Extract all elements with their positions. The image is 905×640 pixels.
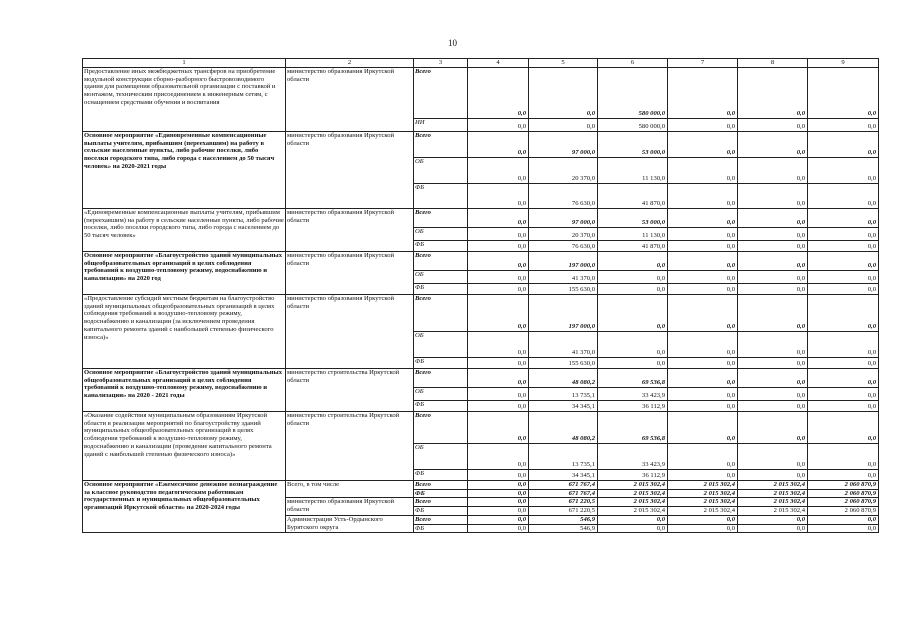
amount-cell: 2 015 302,4: [738, 507, 808, 516]
funding-source: Всего: [414, 412, 468, 444]
amount-cell: 0,0: [468, 158, 529, 184]
amount-cell: 34 345,1: [529, 470, 598, 481]
funding-source: Всего: [414, 295, 468, 332]
amount-cell: 20 370,0: [529, 228, 598, 241]
responsible-executor: Администрация Усть-Ордынского Бурятского округа: [286, 515, 414, 532]
amount-cell: 2 015 302,4: [668, 498, 738, 507]
responsible-executor: министерство образования Иркутской области: [286, 252, 414, 295]
amount-cell: 0,0: [468, 358, 529, 369]
amount-cell: 0,0: [598, 524, 668, 533]
table-row: [83, 209, 879, 228]
amount-cell: 0,0: [468, 524, 529, 533]
amount-cell: 0,0: [668, 228, 738, 241]
funding-source: ФБ: [414, 489, 468, 498]
amount-cell: 41 370,0: [529, 271, 598, 284]
amount-cell: 2 015 302,4: [668, 507, 738, 516]
amount-cell: 0,0: [468, 507, 529, 516]
table-row: [83, 132, 879, 158]
amount-cell: 0,0: [738, 132, 808, 158]
amount-cell: 76 630,0: [529, 184, 598, 209]
column-header: 8: [738, 59, 808, 68]
amount-cell: 0,0: [808, 358, 879, 369]
amount-cell: 0,0: [668, 388, 738, 401]
amount-cell: 41 870,0: [598, 184, 668, 209]
amount-cell: 0,0: [468, 489, 529, 498]
amount-cell: 0,0: [808, 132, 879, 158]
amount-cell: 0,0: [808, 119, 879, 132]
amount-cell: 155 630,0: [529, 358, 598, 369]
amount-cell: 2 015 302,4: [598, 498, 668, 507]
measure-description: Основное мероприятие «Благоустройство зданий муниципальных общеобразовательных организаций в целях соблюдения требований к воздушно-тепловому режиму, водоснабжению и канализации» на 2020 - 2021 годы: [83, 369, 286, 412]
funding-source: ОБ: [414, 158, 468, 184]
amount-cell: 0,0: [738, 401, 808, 412]
amount-cell: 0,0: [468, 209, 529, 228]
responsible-executor: министерство образования Иркутской области: [286, 68, 414, 132]
amount-cell: 671 220,5: [529, 498, 598, 507]
amount-cell: 11 130,0: [598, 158, 668, 184]
amount-cell: 0,0: [468, 228, 529, 241]
amount-cell: 76 630,0: [529, 241, 598, 252]
amount-cell: 0,0: [668, 358, 738, 369]
amount-cell: 0,0: [668, 515, 738, 524]
amount-cell: 48 080,2: [529, 412, 598, 444]
measure-description: «Единовременные компенсационные выплаты учителям, прибывшим (переехавшим) на работу в сельские населенные пункты, либо рабочие поселки, либо поселки городского типа, либо города с населением до 50 тысяч человек»: [83, 209, 286, 252]
amount-cell: 0,0: [738, 252, 808, 271]
funding-source: Всего: [414, 252, 468, 271]
amount-cell: 0,0: [668, 241, 738, 252]
amount-cell: 0,0: [668, 119, 738, 132]
amount-cell: 2 015 302,4: [668, 481, 738, 490]
amount-cell: 0,0: [468, 68, 529, 119]
budget-table: [82, 58, 879, 533]
amount-cell: 0,0: [738, 295, 808, 332]
amount-cell: 0,0: [808, 284, 879, 295]
amount-cell: 0,0: [738, 158, 808, 184]
amount-cell: 0,0: [529, 68, 598, 119]
amount-cell: 0,0: [468, 295, 529, 332]
amount-cell: 2 015 302,4: [668, 489, 738, 498]
amount-cell: 36 112,9: [598, 401, 668, 412]
funding-source: ФБ: [414, 184, 468, 209]
amount-cell: 0,0: [468, 481, 529, 490]
amount-cell: 0,0: [668, 184, 738, 209]
amount-cell: 48 080,2: [529, 369, 598, 388]
amount-cell: 197 000,0: [529, 295, 598, 332]
amount-cell: 97 000,0: [529, 209, 598, 228]
funding-source: ФБ: [414, 507, 468, 516]
amount-cell: 671 767,4: [529, 489, 598, 498]
amount-cell: 2 015 302,4: [598, 481, 668, 490]
amount-cell: 0,0: [598, 284, 668, 295]
responsible-executor: министерство образования Иркутской области: [286, 295, 414, 369]
amount-cell: 0,0: [529, 119, 598, 132]
amount-cell: 0,0: [598, 271, 668, 284]
funding-source: Всего: [414, 369, 468, 388]
amount-cell: 0,0: [738, 241, 808, 252]
amount-cell: 0,0: [468, 412, 529, 444]
table-row: [83, 295, 879, 332]
amount-cell: 0,0: [808, 158, 879, 184]
measure-description: Основное мероприятие «Единовременные компенсационные выплаты учителям, прибывшим (переехавшим) на работу в сельские населенные пункты, либо рабочие поселки, либо поселки городского типа, либо города с населением до 50 тысяч человек» на 2020-2021 годы: [83, 132, 286, 209]
measure-description: «Предоставление субсидий местным бюджетам на благоустройство зданий муниципальных общеобразовательных организаций в целях соблюдения требований к воздушно-тепловому режиму, водоснабжению и канализации (за исключением проведения капитального ремонта зданий с наибольшей степенью физического износа)»: [83, 295, 286, 369]
amount-cell: 97 000,0: [529, 132, 598, 158]
amount-cell: 13 735,1: [529, 444, 598, 470]
amount-cell: 0,0: [808, 412, 879, 444]
amount-cell: 2 060 870,9: [808, 507, 879, 516]
amount-cell: 0,0: [468, 470, 529, 481]
funding-source: Всего: [414, 498, 468, 507]
amount-cell: 0,0: [468, 515, 529, 524]
amount-cell: 0,0: [738, 369, 808, 388]
funding-source: ОБ: [414, 271, 468, 284]
amount-cell: 0,0: [668, 412, 738, 444]
amount-cell: 0,0: [738, 358, 808, 369]
responsible-executor: министерство строительства Иркутской области: [286, 412, 414, 481]
amount-cell: 2 015 302,4: [598, 489, 668, 498]
amount-cell: 0,0: [668, 284, 738, 295]
funding-source: ФБ: [414, 524, 468, 533]
amount-cell: 0,0: [598, 295, 668, 332]
amount-cell: 197 000,0: [529, 252, 598, 271]
amount-cell: 0,0: [738, 209, 808, 228]
amount-cell: 0,0: [738, 228, 808, 241]
amount-cell: 0,0: [808, 184, 879, 209]
amount-cell: 0,0: [668, 401, 738, 412]
amount-cell: 0,0: [738, 412, 808, 444]
amount-cell: 2 015 302,4: [738, 481, 808, 490]
amount-cell: 0,0: [738, 284, 808, 295]
amount-cell: 0,0: [668, 132, 738, 158]
amount-cell: 0,0: [808, 295, 879, 332]
header-row: [83, 59, 879, 68]
responsible-executor: министерство образования Иркутской области: [286, 132, 414, 209]
funding-source: Всего: [414, 481, 468, 490]
amount-cell: 0,0: [598, 332, 668, 358]
table-row: [83, 68, 879, 119]
amount-cell: 0,0: [668, 158, 738, 184]
column-header: 6: [598, 59, 668, 68]
funding-source: ФБ: [414, 284, 468, 295]
amount-cell: 53 000,0: [598, 209, 668, 228]
column-header: 1: [83, 59, 286, 68]
amount-cell: 69 536,8: [598, 412, 668, 444]
amount-cell: 0,0: [808, 252, 879, 271]
amount-cell: 0,0: [468, 271, 529, 284]
amount-cell: 0,0: [808, 332, 879, 358]
amount-cell: 33 423,9: [598, 388, 668, 401]
responsible-executor: министерство образования Иркутской области: [286, 498, 414, 515]
column-header: 7: [668, 59, 738, 68]
table-row: [83, 252, 879, 271]
amount-cell: 0,0: [738, 388, 808, 401]
amount-cell: 34 345,1: [529, 401, 598, 412]
amount-cell: 0,0: [468, 132, 529, 158]
amount-cell: 0,0: [668, 252, 738, 271]
funding-source: Всего: [414, 68, 468, 119]
amount-cell: 0,0: [468, 369, 529, 388]
amount-cell: 546,9: [529, 515, 598, 524]
amount-cell: 0,0: [468, 241, 529, 252]
amount-cell: 0,0: [668, 332, 738, 358]
amount-cell: 2 060 870,9: [808, 481, 879, 490]
measure-description: Предоставление иных межбюджетных трансферов на приобретение модульной конструкции сборно-разборного быстровозводимого здания для размещения образовательной организации с поставкой и монтажом, техническим присоединением к инженерным сетям, с оснащением средствами обучения и воспитания: [83, 68, 286, 132]
amount-cell: 0,0: [808, 388, 879, 401]
funding-source: Всего: [414, 515, 468, 524]
column-header: 3: [414, 59, 468, 68]
amount-cell: 0,0: [468, 284, 529, 295]
amount-cell: 0,0: [668, 271, 738, 284]
amount-cell: 0,0: [738, 271, 808, 284]
table-row: [83, 369, 879, 388]
funding-source: ФБ: [414, 241, 468, 252]
amount-cell: 0,0: [668, 470, 738, 481]
funding-source: ФБ: [414, 358, 468, 369]
amount-cell: 0,0: [738, 332, 808, 358]
responsible-executor: министерство строительства Иркутской области: [286, 369, 414, 412]
amount-cell: 2 060 870,9: [808, 498, 879, 507]
funding-source: ИИ: [414, 119, 468, 132]
column-header: 5: [529, 59, 598, 68]
amount-cell: 0,0: [808, 444, 879, 470]
amount-cell: 671 220,5: [529, 507, 598, 516]
amount-cell: 0,0: [668, 369, 738, 388]
amount-cell: 0,0: [738, 68, 808, 119]
responsible-executor: Всего, в том числе: [286, 481, 414, 498]
amount-cell: 41 370,0: [529, 332, 598, 358]
amount-cell: 0,0: [808, 271, 879, 284]
amount-cell: 0,0: [738, 515, 808, 524]
amount-cell: 2 060 870,9: [808, 489, 879, 498]
funding-source: Всего: [414, 132, 468, 158]
amount-cell: 0,0: [738, 184, 808, 209]
amount-cell: 0,0: [738, 524, 808, 533]
funding-source: ОБ: [414, 388, 468, 401]
amount-cell: 0,0: [468, 401, 529, 412]
column-header: 4: [468, 59, 529, 68]
amount-cell: 0,0: [808, 68, 879, 119]
measure-description: Основное мероприятие «Благоустройство зданий муниципальных общеобразовательных организаций в целях соблюдения требований к воздушно-тепловому режиму, водоснабжению и канализации» на 2020 год: [83, 252, 286, 295]
page-number: 10: [448, 38, 457, 48]
amount-cell: 0,0: [738, 119, 808, 132]
amount-cell: 0,0: [808, 401, 879, 412]
funding-source: ФБ: [414, 470, 468, 481]
amount-cell: 671 767,4: [529, 481, 598, 490]
amount-cell: 0,0: [808, 470, 879, 481]
column-header: 9: [808, 59, 879, 68]
amount-cell: 69 536,8: [598, 369, 668, 388]
amount-cell: 580 000,0: [598, 68, 668, 119]
funding-source: Всего: [414, 209, 468, 228]
funding-source: ФБ: [414, 401, 468, 412]
amount-cell: 0,0: [468, 388, 529, 401]
amount-cell: 0,0: [468, 184, 529, 209]
amount-cell: 0,0: [808, 515, 879, 524]
amount-cell: 0,0: [468, 444, 529, 470]
amount-cell: 0,0: [668, 444, 738, 470]
amount-cell: 41 870,0: [598, 241, 668, 252]
amount-cell: 0,0: [598, 252, 668, 271]
amount-cell: 580 000,0: [598, 119, 668, 132]
measure-description: Основное мероприятие «Ежемесячное денежное вознаграждение за классное руководство педагогическим работникам государственных и муниципальных общеобразовательных организаций Иркутской области» на 2020-2024 годы: [83, 481, 286, 533]
amount-cell: 0,0: [468, 498, 529, 507]
amount-cell: 0,0: [808, 369, 879, 388]
amount-cell: 0,0: [468, 119, 529, 132]
amount-cell: 36 112,9: [598, 470, 668, 481]
measure-description: «Оказание содействия муниципальным образованиям Иркутской области в реализации мероприятий по благоустройству зданий муниципальных общеобразовательных организаций в целях соблюдения требований к воздушно-тепловому режиму, водоснабжению и канализации (проведение капитального ремонта зданий с наибольшей степенью физического износа)»: [83, 412, 286, 481]
amount-cell: 0,0: [598, 358, 668, 369]
amount-cell: 546,9: [529, 524, 598, 533]
amount-cell: 2 015 302,4: [598, 507, 668, 516]
amount-cell: 53 000,0: [598, 132, 668, 158]
amount-cell: 2 015 302,4: [738, 498, 808, 507]
amount-cell: 0,0: [468, 332, 529, 358]
amount-cell: 0,0: [738, 470, 808, 481]
amount-cell: 0,0: [468, 252, 529, 271]
amount-cell: 11 130,0: [598, 228, 668, 241]
funding-source: ОБ: [414, 444, 468, 470]
amount-cell: 0,0: [808, 524, 879, 533]
funding-source: ОБ: [414, 228, 468, 241]
amount-cell: 0,0: [668, 524, 738, 533]
amount-cell: 0,0: [738, 444, 808, 470]
funding-source: ОБ: [414, 332, 468, 358]
amount-cell: 33 423,9: [598, 444, 668, 470]
amount-cell: 155 630,0: [529, 284, 598, 295]
amount-cell: 0,0: [668, 295, 738, 332]
amount-cell: 0,0: [668, 209, 738, 228]
amount-cell: 0,0: [808, 209, 879, 228]
amount-cell: 0,0: [598, 515, 668, 524]
amount-cell: 2 015 302,4: [738, 489, 808, 498]
table-row: [83, 481, 879, 490]
amount-cell: 13 735,1: [529, 388, 598, 401]
responsible-executor: министерство образования Иркутской области: [286, 209, 414, 252]
amount-cell: 0,0: [808, 241, 879, 252]
table-row: [83, 412, 879, 444]
amount-cell: 0,0: [808, 228, 879, 241]
amount-cell: 0,0: [668, 68, 738, 119]
column-header: 2: [286, 59, 414, 68]
amount-cell: 20 370,0: [529, 158, 598, 184]
